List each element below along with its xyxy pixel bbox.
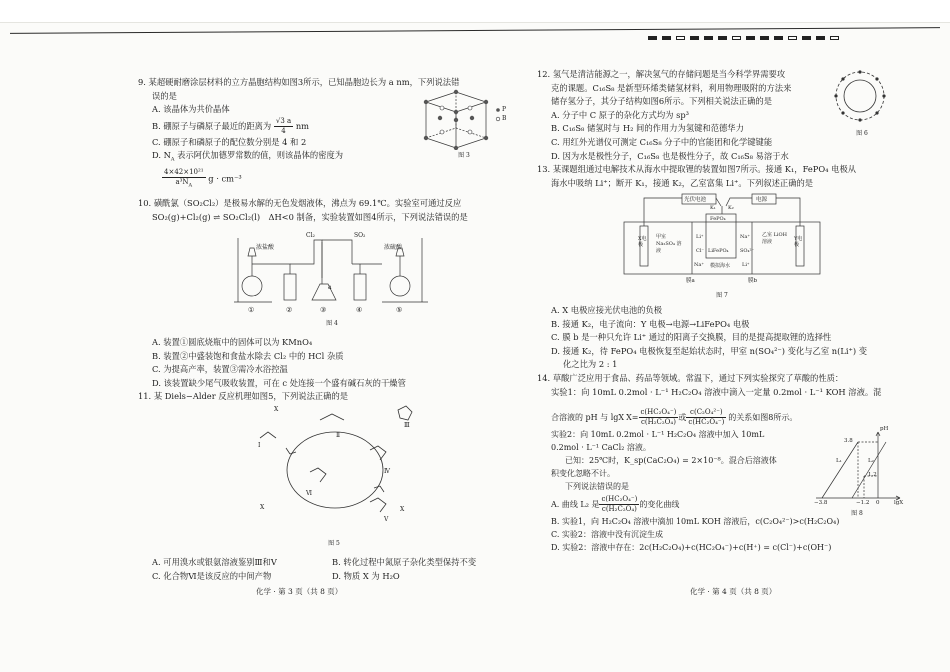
q14-frac-1-den: c(H₂C₂O₄) <box>640 417 676 426</box>
label-iv: Ⅳ <box>384 468 390 475</box>
q14-stem: 14. 草酸广泛应用于食品、药品等领域。常温下，通过下列实验探究了草酸的性质： <box>537 372 844 383</box>
q9-d-unit: g · cm⁻³ <box>208 173 242 184</box>
mark-12 <box>802 36 811 40</box>
q14-x-eq: X= <box>626 412 639 422</box>
q14-ask: 下列说法错误的是 <box>565 482 629 491</box>
q9-d-num: 4×42×10²¹ <box>164 167 204 176</box>
q13-option-c: C. 膜 b 是一种只允许 Li⁺ 通过的阳离子交换膜，目的是提高提取锂的选择性 <box>551 332 832 343</box>
label-na-ion-2: Na⁺ <box>694 262 704 268</box>
x-axis-label: lgX <box>894 500 904 506</box>
q14-frac-2-num: c(C₂O₄²⁻) <box>686 408 726 418</box>
q11-options <box>138 556 513 583</box>
figure-5 <box>250 402 420 547</box>
q14-exp2-b: 0.2mol · L⁻¹ CaCl₂ 溶液。 <box>551 443 651 452</box>
figure-8 <box>812 426 904 517</box>
q14-a-fraction <box>599 495 639 514</box>
q9-d-fraction <box>162 168 206 190</box>
label-simulated-seawater: 模拟海水 <box>710 263 731 269</box>
q9-stem-1: 9. 某超硬耐磨涂层材料的立方晶胞结构如图3所示，已知晶胞边长为 a nm，下列说法错 <box>138 77 460 87</box>
q13-option-b: B. 接通 K₂，电子流向：Y 电极→电源→LiFePO₄ 电极 <box>551 318 750 329</box>
c16s8-molecule-diagram <box>828 66 892 128</box>
footer-page-4: 化学 · 第 4 页（共 8 页） <box>690 587 777 596</box>
electrolysis-apparatus-diagram <box>622 192 822 288</box>
q11-option-b: B. 转化过程中氮原子杂化类型保持不变 <box>332 557 477 567</box>
mark-1 <box>648 36 657 40</box>
label-x-3: X <box>400 506 405 513</box>
q10-options <box>138 336 513 404</box>
q9-d-den <box>162 178 206 190</box>
label-conc-h2so4: 浓硫酸 <box>384 244 403 251</box>
tick-neg-1-2: −1.2 <box>856 500 870 506</box>
q14-or: 或 <box>678 412 687 422</box>
unit-label-1: ① <box>248 306 255 314</box>
label-x-1: X <box>274 406 279 413</box>
q14-option-b: B. 实验1，向 H₂C₂O₄ 溶液中滴加 10mL KOH 溶液后，c(C₂O₄²⁻)>c(H₂C₂O₄) <box>551 517 840 526</box>
q12-stem-3: 储存氢分子，其分子结构如图6所示。下列相关说法正确的是 <box>551 96 772 107</box>
mark-9 <box>760 36 769 40</box>
label-so4-ion: SO₄²⁻ <box>740 248 755 254</box>
mark-5 <box>704 36 713 40</box>
q14-a-pre: A. 曲线 L₂ 是 <box>551 499 600 509</box>
mark-4 <box>690 36 699 40</box>
q14-a-num: c(HC₂O₄⁻) <box>601 494 638 503</box>
q13-stem-2: 海水中吸纳 Li⁺；断开 K₁，接通 K₂，乙室富集 Li⁺。下列叙述正确的是 <box>551 177 814 188</box>
q14-frac-1 <box>639 408 679 427</box>
mark-3 <box>676 36 685 40</box>
q9-d-expression <box>138 168 513 190</box>
q14-exp1-b <box>537 406 897 428</box>
unit-label-2: ② <box>286 306 293 314</box>
label-v: Ⅴ <box>384 516 389 523</box>
q9-d-text-2: 表示阿伏加德罗常数的值，则该晶体的密度为 <box>174 150 344 161</box>
crystal-cell-diagram <box>418 88 510 150</box>
q13-option-d-2: 化之比为 2 : 1 <box>563 359 618 370</box>
label-cl-ion: Cl⁻ <box>696 248 705 254</box>
q9-b-unit: nm <box>295 120 310 131</box>
mark-14 <box>830 36 839 40</box>
apparatus-diagram <box>232 228 432 308</box>
tick-1-2: 1.2 <box>868 472 877 478</box>
q12-option-a: A. 分子中 C 原子的杂化方式均为 sp³ <box>551 109 689 120</box>
scan-top-strip <box>0 0 950 23</box>
mark-7 <box>732 36 741 40</box>
figure-3 <box>418 88 510 159</box>
figure-4 <box>232 228 432 327</box>
q9-stem-2: 误的是 <box>152 90 177 101</box>
label-na-ion: Na⁺ <box>740 234 750 240</box>
q9-d-sub: A <box>170 157 175 164</box>
q14-frac-1-num: c(HC₂O₄⁻) <box>640 407 677 416</box>
q11-option-c: C. 化合物Ⅵ是该反应的中间产物 <box>152 570 272 581</box>
q10-stem-1: 10. 磺酰氯（SO₂Cl₂）是极易水解的无色发烟液体，沸点为 69.1℃。实验室可通过反应 <box>138 198 462 208</box>
curve-label-l1: L₁ <box>836 458 842 464</box>
q12-option-d: D. 因为水是极性分子，C₁₆S₈ 也是极性分子，故 C₁₆S₈ 易溶于水 <box>551 150 789 161</box>
label-k1: K₁ <box>710 205 716 211</box>
legend-p: P <box>502 106 507 113</box>
q14-option-c: C. 实验2：溶液中没有沉淀生成 <box>551 530 664 539</box>
label-conc-hcl: 浓盐酸 <box>256 244 275 251</box>
label-iii: Ⅲ <box>404 422 410 429</box>
reaction-cycle-diagram <box>250 402 420 530</box>
figure-7-caption: 图 7 <box>716 292 728 299</box>
q9-option-c: C. 硼原子和磷原子的配位数分别是 4 和 2 <box>152 136 307 147</box>
q10-option-b: B. 装置②中盛装饱和食盐水除去 Cl₂ 中的 HCl 杂质 <box>152 350 344 361</box>
mark-11 <box>788 36 797 40</box>
legend-b: B <box>502 115 507 122</box>
q9-b-text: B. 硼原子与磷原子最近的距离为 <box>152 120 272 131</box>
q10-option-c: C. 为提高产率，装置③需冷水浴控温 <box>152 364 288 375</box>
label-x-electrode: X电极 <box>638 236 647 248</box>
label-so2: SO₂ <box>354 232 366 239</box>
footer-page-3: 化学 · 第 3 页（共 8 页） <box>256 587 343 596</box>
figure-6-caption: 图 6 <box>856 130 868 137</box>
curve-l2 <box>852 442 886 498</box>
q9-d-den-sub: A <box>188 182 193 189</box>
mark-2 <box>662 36 671 40</box>
q13-option-d-1: D. 接通 K₂，待 FePO₄ 电极恢复至起始状态时，甲室 n(SO₄²⁻) 变化与乙室 n(Li⁺) 变 <box>551 345 868 356</box>
figure-7 <box>622 192 822 299</box>
label-li-ion-2: Li⁺ <box>742 262 750 268</box>
label-fepo4: FePO₄ <box>710 216 726 222</box>
unit-label-4: ④ <box>356 306 363 314</box>
q9-b-fraction <box>274 117 293 136</box>
q12-option-c: C. 用红外光谱仪可测定 C₁₆S₈ 分子中的官能团和化学键键能 <box>551 136 773 147</box>
header-marks <box>648 36 839 40</box>
tick-0: 0 <box>876 500 880 506</box>
label-a: a <box>328 284 332 291</box>
label-x-2: X <box>260 504 265 511</box>
q9-d-den-text: a³N <box>175 177 189 186</box>
q13-options <box>537 304 897 399</box>
q9-b-den: 4 <box>281 126 286 135</box>
y-axis-label: pH <box>880 426 889 432</box>
label-pv-cell: 光伏电池 <box>684 197 707 203</box>
q12-stem-1: 12. 氢气是清洁能源之一，解决氢气的存储问题是当今科学界需要攻 <box>537 69 786 79</box>
label-membrane-a: 膜a <box>686 278 695 284</box>
label-li-ion: Li⁺ <box>696 234 704 240</box>
q9-d-text-1: D. N <box>152 150 171 161</box>
q11-option-d: D. 物质 X 为 H₂O <box>332 570 400 581</box>
q12-option-b: B. C₁₆S₈ 储氢时与 H₂ 间的作用力为氢键和范德华力 <box>551 123 744 134</box>
q14-frac-2 <box>686 408 726 427</box>
q14-a-post: 的变化曲线 <box>639 499 680 509</box>
figure-4-caption: 图 4 <box>326 320 338 327</box>
q14-option-d: D. 实验2：溶液中存在：2c(H₂C₂O₄)+c(HC₂O₄⁻)+c(H⁺) = c(Cl⁻)+c(OH⁻) <box>551 543 832 552</box>
mark-13 <box>816 36 825 40</box>
q10-stem-2: SO₂(g)+Cl₂(g) ⇌ SO₂Cl₂(l) ΔH<0 制备，实验装置如图4所示，下列说法错误的是 <box>152 211 468 222</box>
label-room-jia: 甲室 Na₂SO₄ 溶液 <box>656 234 682 254</box>
q13-option-a: A. X 电极应接光伏电池的负极 <box>551 305 663 315</box>
figure-5-caption: 图 5 <box>328 540 340 547</box>
q14-known-1: 已知：25℃时，K_sp(CaC₂O₄) = 2×10⁻⁸。混合后溶液体 <box>565 456 777 465</box>
mark-10 <box>774 36 783 40</box>
label-cl2: Cl₂ <box>306 232 315 239</box>
ph-lgx-chart <box>812 428 904 508</box>
mark-6 <box>718 36 727 40</box>
tick-neg-3-8: −3.8 <box>814 500 828 506</box>
label-y-electrode: Y电极 <box>794 236 803 248</box>
label-room-yi: 乙室 LiOH 溶液 <box>762 232 787 245</box>
curve-label-l2: L₂ <box>868 458 874 464</box>
q14-a-den: c(H₂C₂O₄) <box>601 504 637 513</box>
q14-exp1-a: 实验1：向 10mL 0.2mol · L⁻¹ H₂C₂O₄ 溶液中滴入一定量 0.2mol · L⁻¹ KOH 溶液。混 <box>551 386 882 397</box>
label-lifepo4: LiFePO₄ <box>708 248 729 254</box>
unit-label-3: ③ <box>320 306 327 314</box>
label-k2: K₂ <box>728 205 734 211</box>
q11-options-row-2 <box>138 570 513 584</box>
q11-options-row-1 <box>138 556 513 570</box>
question-10 <box>138 197 513 224</box>
page-top-edge <box>10 27 940 34</box>
q12-stem-2: 克的课题。C₁₆S₈ 是新型环烯类储氢材料，利用物理吸附的方法来 <box>551 82 792 93</box>
q14-known-2: 积变化忽略不计。 <box>551 469 615 478</box>
q14-exp2-a: 实验2：向 10mL 0.2mol · L⁻¹ H₂C₂O₄ 溶液中加入 10mL <box>551 430 765 439</box>
q9-b-num: √3 a <box>275 116 292 125</box>
figure-3-caption: 图 3 <box>458 152 470 159</box>
q10-option-a: A. 装置①圆底烧瓶中的固体可以为 KMnO₄ <box>152 337 313 347</box>
label-power: 电源 <box>756 197 768 203</box>
q11-option-a: A. 可用溴水或银氨溶液鉴别Ⅲ和Ⅴ <box>152 557 277 567</box>
figure-6 <box>828 66 892 137</box>
q14-frac-2-den: c(HC₂O₄⁻) <box>688 417 725 426</box>
unit-label-5: ⑤ <box>396 306 403 314</box>
q14-exp1-b-pre: 合溶液的 pH 与 lgX <box>551 412 625 422</box>
q9-option-a: A. 该晶体为共价晶体 <box>152 104 230 115</box>
q14-exp1-b-post: 的关系如图8所示。 <box>728 412 798 422</box>
curve-l1 <box>822 442 858 498</box>
mark-8 <box>746 36 755 40</box>
label-i: Ⅰ <box>258 442 261 449</box>
label-ii: Ⅱ <box>336 432 341 439</box>
label-vi: Ⅵ <box>306 490 313 497</box>
q13-stem-1: 13. 某课题组通过电解技术从海水中提取锂的装置如图7所示。接通 K₁，FePO₄ 电极从 <box>537 164 857 175</box>
figure-8-caption: 图 8 <box>851 510 863 517</box>
tick-3-8: 3.8 <box>844 438 853 444</box>
label-membrane-b: 膜b <box>748 278 758 284</box>
q11-stem: 11. 某 Diels−Alder 反应机理如图5，下列说法正确的是 <box>138 391 349 402</box>
q10-option-d: D. 该装置缺少尾气吸收装置，可在 c 处连接一个盛有碱石灰的干燥管 <box>152 377 406 388</box>
